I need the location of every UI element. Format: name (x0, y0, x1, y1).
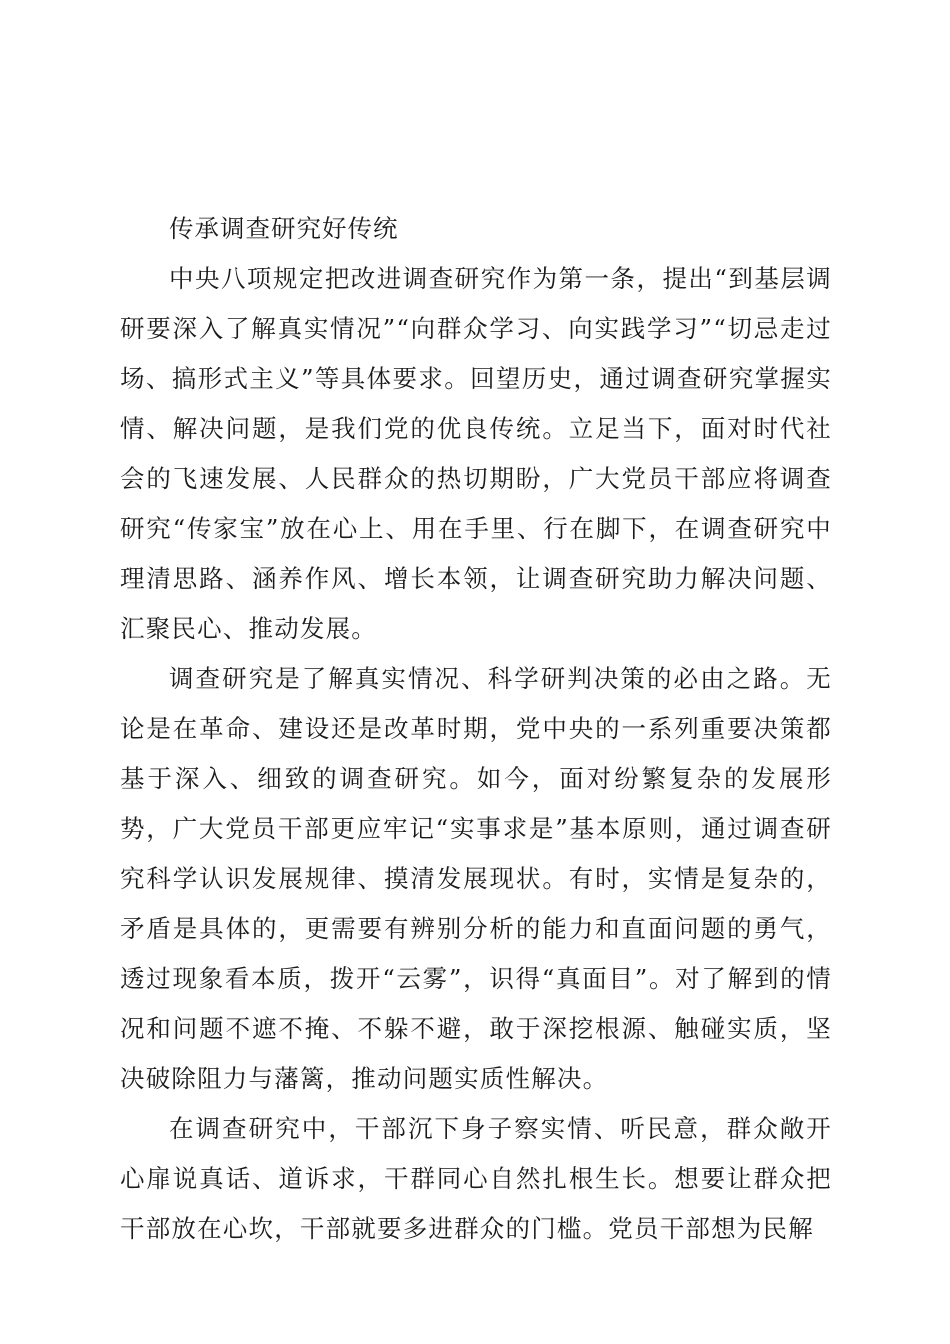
document-title: 传承调查研究好传统 (169, 214, 399, 243)
paragraph-3: 在调查研究中，干部沉下身子察实情、听民意，群众敞开心扉说真话、道诉求，干群同心自然扎根生长。想要让群众把干部放在心坎，干部就要多进群众的门槛。党员干部想为民解 (120, 1114, 832, 1243)
paragraph-1: 中央八项规定把改进调查研究作为第一条，提出“到基层调研要深入了解真实情况”“向群众学习、向实践学习”“切忌走过场、搞形式主义”等具体要求。回望历史，通过调查研究掌握实情、解决问题，是我们党的优良传统。立足当下，面对时代社会的飞速发展、人民群众的热切期盼，广大党员干部应将调查研究“传家宝”放在心上、用在手里、行在脚下，在调查研究中理清思路、涵养作风、增长本领，让调查研究助力解决问题、汇聚民心、推动发展。 (120, 264, 832, 643)
paragraph-2: 调查研究是了解真实情况、科学研判决策的必由之路。无论是在革命、建设还是改革时期，党中央的一系列重要决策都基于深入、细致的调查研究。如今，面对纷繁复杂的发展形势，广大党员干部更应牢记“实事求是”基本原则，通过调查研究科学认识发展规律、摸清发展现状。有时，实情是复杂的，矛盾是具体的，更需要有辨别分析的能力和直面问题的勇气，透过现象看本质，拨开“云雾”，识得“真面目”。对了解到的情况和问题不遮不掩、不躲不避，敢于深挖根源、触碰实质，坚决破除阻力与藩篱，推动问题实质性解决。 (120, 664, 832, 1093)
document-page (120, 204, 832, 1254)
